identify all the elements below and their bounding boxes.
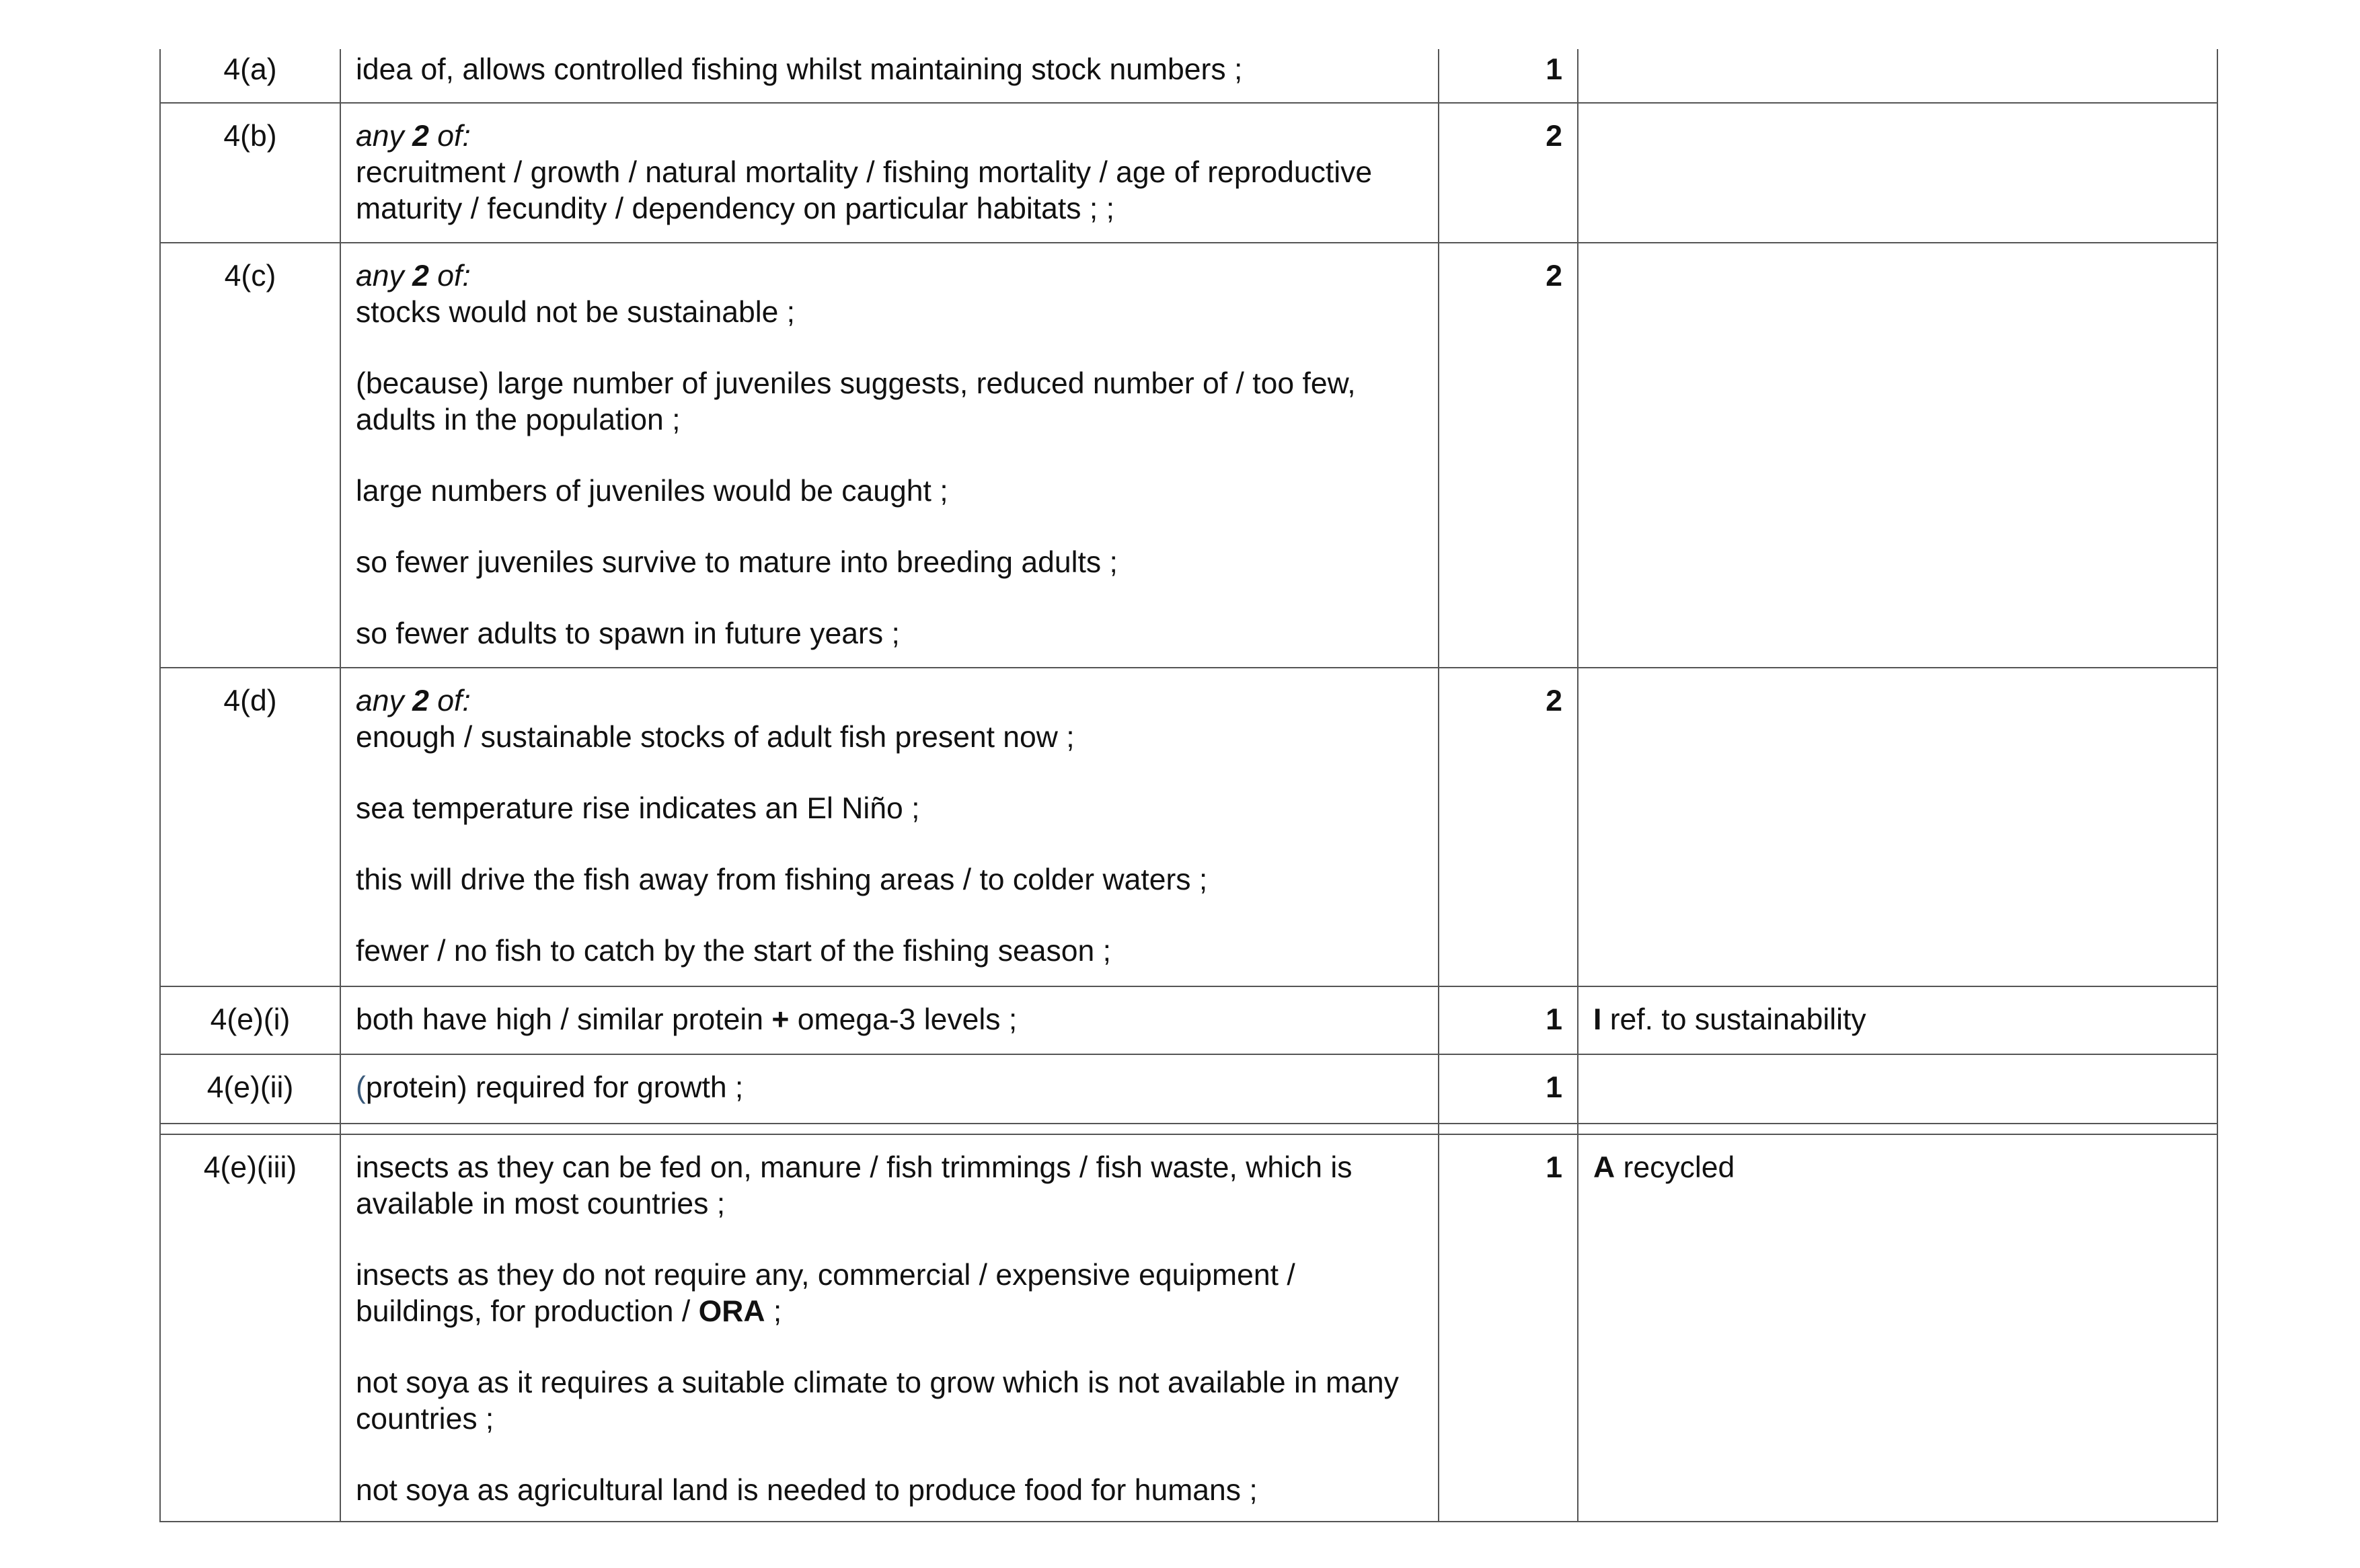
answer-point: fewer / no fish to catch by the start of the fishing season ; <box>356 935 1111 968</box>
guidance-text: ref. to sustainability <box>1601 1003 1866 1036</box>
marks-cell: 2 <box>1439 668 1578 986</box>
answer-point: idea of, allows controlled fishing whilst maintaining stock numbers ; <box>356 53 1243 86</box>
answer-point: stocks would not be sustainable ; <box>356 296 796 329</box>
guidance-cell <box>1578 103 2217 243</box>
separator-cell <box>1439 1124 1578 1134</box>
answer-point <box>356 1257 1424 1330</box>
question-number: 4(e)(iii) <box>160 1134 340 1522</box>
answer-point: large numbers of juveniles would be caught ; <box>356 475 948 508</box>
any-of-label <box>356 258 1424 295</box>
question-number: 4(b) <box>160 103 340 243</box>
guidance-text: recycled <box>1615 1151 1735 1184</box>
answer-point: enough / sustainable stocks of adult fish present now ; <box>356 721 1075 754</box>
answer-cell <box>340 668 1439 986</box>
answer-cell <box>340 243 1439 668</box>
answer-point: so fewer juveniles survive to mature into breeding adults ; <box>356 546 1118 579</box>
ignore-marker: I <box>1593 1003 1602 1036</box>
answer-point: sea temperature rise indicates an El Niño ; <box>356 792 920 825</box>
marks-cell: 1 <box>1439 49 1578 103</box>
table-row <box>160 668 2217 986</box>
open-paren: ( <box>356 1071 366 1104</box>
any-of-number: 2 <box>412 260 429 292</box>
answer-text: insects as they do not require any, commercial / expensive equipment / buildings, for production / <box>356 1259 1295 1328</box>
answer-cell <box>340 1134 1439 1522</box>
any-of-suffix: of: <box>428 684 471 717</box>
any-of-prefix: any <box>356 260 413 292</box>
answer-cell <box>340 49 1439 103</box>
mark-scheme-table <box>159 49 2218 1522</box>
answer-text: both have high / similar protein <box>356 1003 772 1036</box>
answer-point: (because) large number of juveniles suggests, reduced number of / too few, adults in the population ; <box>356 367 1356 436</box>
any-of-label <box>356 118 1424 155</box>
answer-text: ; <box>765 1295 782 1328</box>
answer-cell <box>340 103 1439 243</box>
answer-point: insects as they can be fed on, manure / fish trimmings / fish waste, which is available in most countries ; <box>356 1151 1353 1220</box>
question-number: 4(e)(i) <box>160 986 340 1054</box>
answer-point <box>356 1002 1424 1038</box>
question-number: 4(a) <box>160 49 340 103</box>
separator-cell <box>1578 1124 2217 1134</box>
answer-point: this will drive the fish away from fishing areas / to colder waters ; <box>356 863 1208 896</box>
answer-cell <box>340 1054 1439 1124</box>
guidance-cell <box>1578 986 2217 1054</box>
answer-point: recruitment / growth / natural mortality / fishing mortality / age of reproductive maturity / fecundity / dependency on particular habitats ; ; <box>356 156 1373 225</box>
any-of-number: 2 <box>412 120 429 153</box>
guidance-cell <box>1578 49 2217 103</box>
row-separator <box>160 1124 2217 1134</box>
guidance-cell <box>1578 1134 2217 1522</box>
answer-point: so fewer adults to spawn in future years ; <box>356 617 900 650</box>
table-row <box>160 49 2217 103</box>
marks-cell: 1 <box>1439 1054 1578 1124</box>
answer-point: not soya as it requires a suitable climate to grow which is not available in many countries ; <box>356 1366 1399 1436</box>
question-number: 4(e)(ii) <box>160 1054 340 1124</box>
answer-cell <box>340 986 1439 1054</box>
question-number: 4(d) <box>160 668 340 986</box>
guidance-cell <box>1578 668 2217 986</box>
table-row <box>160 1054 2217 1124</box>
any-of-prefix: any <box>356 684 413 717</box>
any-of-suffix: of: <box>428 260 471 292</box>
any-of-label <box>356 683 1424 719</box>
answer-point <box>356 1070 1424 1106</box>
marks-cell: 1 <box>1439 1134 1578 1522</box>
any-of-number: 2 <box>412 684 429 717</box>
table-row <box>160 103 2217 243</box>
separator-cell <box>340 1124 1439 1134</box>
separator-cell <box>160 1124 340 1134</box>
marks-cell: 2 <box>1439 243 1578 668</box>
guidance-cell <box>1578 1054 2217 1124</box>
table-row <box>160 243 2217 668</box>
answer-text: protein) required for growth ; <box>365 1071 744 1104</box>
answer-point: not soya as agricultural land is needed to produce food for humans ; <box>356 1474 1258 1507</box>
ora-marker: ORA <box>698 1295 765 1328</box>
accept-marker: A <box>1593 1151 1615 1184</box>
table-row <box>160 986 2217 1054</box>
any-of-prefix: any <box>356 120 413 153</box>
marks-cell: 2 <box>1439 103 1578 243</box>
answer-text: omega-3 levels ; <box>789 1003 1018 1036</box>
question-number: 4(c) <box>160 243 340 668</box>
marks-cell: 1 <box>1439 986 1578 1054</box>
any-of-suffix: of: <box>428 120 471 153</box>
plus-sign: + <box>771 1003 790 1036</box>
guidance-cell <box>1578 243 2217 668</box>
table-row <box>160 1134 2217 1522</box>
